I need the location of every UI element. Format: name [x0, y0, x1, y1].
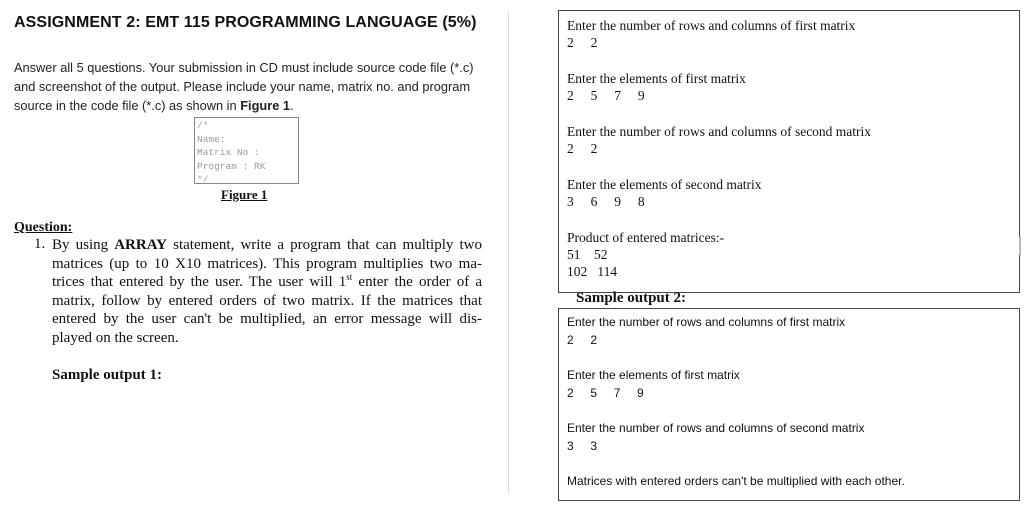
output-line: Product of entered matrices:- [567, 230, 725, 245]
scroll-edge-marker[interactable] [1019, 236, 1023, 256]
output-line: Enter the elements of second matrix [567, 177, 762, 192]
sample-output-1-label: Sample output 1: [52, 367, 163, 383]
question-text [52, 236, 482, 348]
output-line: Enter the number of rows and columns of second matrix [567, 124, 872, 139]
sample-output-1-box [558, 10, 1020, 293]
code-line: Matrix No : [197, 147, 260, 158]
code-line: Program : RK [197, 160, 266, 172]
output-line: 2 2 [567, 141, 598, 156]
code-line: Name: [197, 133, 226, 145]
code-line: /* [197, 120, 209, 131]
output-line: 3 6 9 8 [567, 194, 645, 209]
output-line: Enter the number of rows and columns of first matrix [567, 315, 846, 329]
question-text-part: statement, write a program that can multiply two matrices (up to 10 X10 matrices). This program multiplies two ma-trices that entered by the user. The user will 1 [52, 237, 482, 291]
code-line: */ [197, 174, 209, 185]
column-divider [508, 12, 509, 494]
page-title: ASSIGNMENT 2: EMT 115 PROGRAMMING LANGUAGE (5%) [14, 14, 477, 31]
intro-text-end: . [289, 98, 294, 113]
output-line: 102 114 [567, 264, 618, 279]
output-line: 2 2 [567, 35, 598, 50]
ordinal-superscript: st [346, 272, 353, 283]
output-line: 51 52 [567, 247, 608, 262]
output-line: 2 5 7 9 [567, 385, 644, 400]
figure-caption: Figure 1 [221, 187, 268, 202]
question-text-part: enter the order of a matrix, follow by entered orders of two matrix. If the matrices that entered by the user can't be multiplied, an error message will dis-played on the screen. [52, 274, 482, 346]
output-line: Enter the elements of first matrix [567, 368, 740, 382]
question-keyword: ARRAY [114, 237, 168, 253]
output-line: Enter the number of rows and columns of first matrix [567, 18, 856, 33]
intro-text: Answer all 5 questions. Your submission in CD must include source code file (*.c) and screenshot of the output. Please include your name, matrix no. and program source in the code file (*.c) as shown in [14, 60, 474, 113]
intro-paragraph [14, 58, 484, 115]
figure-reference: Figure 1 [240, 98, 290, 113]
question-text-part: By using [52, 237, 115, 253]
output-line: Enter the number of rows and columns of second matrix [567, 421, 865, 435]
sample-output-2-box [558, 308, 1020, 501]
question-heading: Question: [14, 220, 73, 235]
output-line: Matrices with entered orders can't be multiplied with each other. [567, 474, 905, 488]
figure-1-code-box [194, 117, 299, 184]
output-line: 2 5 7 9 [567, 88, 645, 103]
output-line: Enter the elements of first matrix [567, 71, 746, 86]
sample-output-2-label: Sample output 2: [576, 290, 687, 306]
output-line: 2 2 [567, 332, 598, 347]
output-line: 3 3 [567, 438, 598, 453]
question-number: 1. [34, 236, 46, 252]
